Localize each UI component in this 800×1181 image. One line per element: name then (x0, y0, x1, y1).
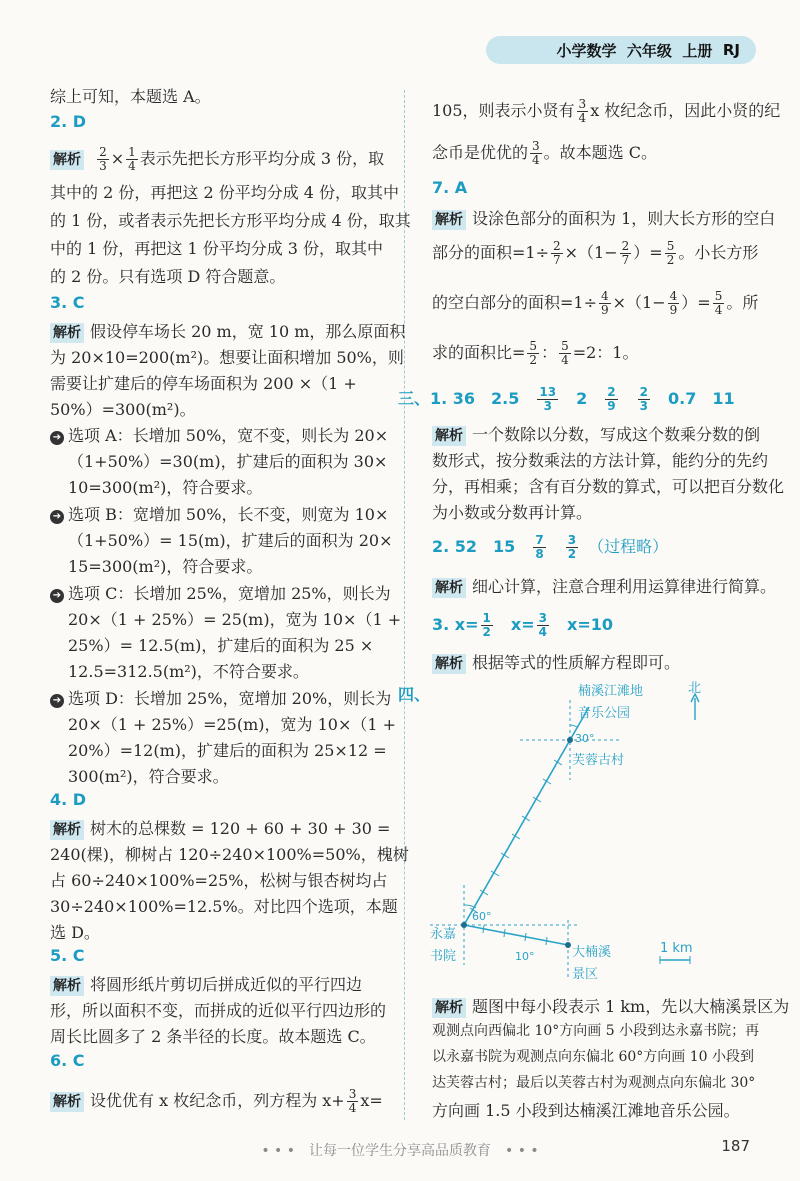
answer-3: 3. C (50, 293, 85, 312)
scenic-label-2: 景区 (572, 967, 599, 982)
text-line: 为 20×10=200(m²)。想要让面积增加 50%，则 (50, 348, 404, 367)
text-line: 50%）=300(m²)。 (50, 400, 196, 419)
explanation-7-line: 解析 设涂色部分的面积为 1，则大长方形的空白 (432, 206, 775, 230)
text-line: 求的面积比= $\frac{5}{2}$ ： $\frac{5}{4}$ =2：1。 (432, 339, 639, 367)
header-grade: 六年级 (626, 41, 672, 60)
text-line: （1+50%）= 15(m)，扩建后的面积为 20× (68, 531, 393, 550)
text-line: 12.5=312.5(m²)，不符合要求。 (68, 662, 309, 681)
text-line: 105，则表示小贤有 $\frac{3}{4}$ x 枚纪念币，因此小贤的纪 (432, 97, 781, 125)
text-line: 的空白部分的面积=1÷ $\frac{4}{9}$ ×（1− $\frac{4}{9}$ ）= $\frac{5}{4}$ 。所 (432, 289, 759, 317)
academy-label-2: 书院 (430, 949, 457, 964)
explanation-tag: 解析 (50, 150, 84, 170)
explanation-tag: 解析 (432, 998, 466, 1018)
answer-6: 6. C (50, 1051, 85, 1070)
explanation-tag: 解析 (432, 426, 466, 446)
text-line: 20×（1 + 25%）=25(m)，宽为 10×（1 + (68, 715, 397, 734)
angle-10: 10° (515, 950, 535, 963)
answer-7: 7. A (432, 178, 468, 197)
answer-section-3-2: 2. 52 15 $\frac{7}{8}$ $\frac{3}{2}$ （过程略） (432, 533, 669, 561)
fraction: $\frac{3}{4}$ (578, 97, 587, 125)
text-line: 的 2 份。只有选项 D 符合题意。 (50, 267, 286, 286)
text-line: 以永嘉书院为观测点向东偏北 60°方向画 10 小段到 (432, 1049, 754, 1065)
text-line: 分，再相乘；含有百分数的算式，可以把百分数化 (432, 477, 785, 496)
text-line: 数形式，按分数乘法的方法计算，能约分的先约 (432, 451, 769, 470)
text-line: 20%）=12(m)，扩建后的面积为 25×12 = (68, 741, 387, 760)
fraction: $\frac{3}{4}$ (532, 139, 540, 167)
arrow-icon: ➔ (50, 510, 64, 524)
village-label: 芙蓉古村 (572, 753, 625, 768)
option-d-line: ➔ 选项 D：长增加 25%，宽增加 20%，则长为 (50, 686, 391, 709)
option-c-line: ➔ 选项 C：长增加 25%，宽增加 25%，则长为 (50, 581, 391, 604)
scenic-label-1: 大楠溪 (572, 945, 612, 960)
arrow-icon: ➔ (50, 589, 64, 603)
explanation-s3-line: 解析 一个数除以分数，写成这个数乘分数的倒 (432, 422, 760, 446)
answer-section-3-3: 3. x= $\frac{1}{2}$ x= $\frac{3}{4}$ x=10 (432, 611, 613, 639)
text-line: 观测点向西偏北 10°方向画 5 小段到达永嘉书院；再 (432, 1023, 760, 1039)
header-subject: 小学数学 (556, 41, 617, 60)
footer-slogan: • • • 让每一位学生分享高品质教育 • • • (261, 1143, 539, 1159)
fraction: $\frac{3}{4}$ (348, 1087, 357, 1115)
column-divider (404, 90, 405, 1120)
angle-30: 30° (575, 732, 595, 745)
explanation-5-line: 解析 将圆形纸片剪切后拼成近似的平行四边 (50, 972, 362, 996)
explanation-2-line: 解析 $\frac{2}{3}$ × $\frac{1}{4}$ 表示先把长方形平均分成 3 份，取 (50, 146, 384, 173)
arrow-icon: ➔ (50, 431, 64, 445)
text-line: 为小数或分数再计算。 (432, 503, 593, 522)
explanation-3-line: 解析 假设停车场长 20 m，宽 10 m，那么原面积 (50, 319, 405, 343)
explanation-tag: 解析 (432, 654, 466, 674)
page-number: 187 (721, 1137, 750, 1155)
academy-label-1: 永嘉 (430, 927, 457, 942)
section-4-label: 四、 (398, 685, 431, 704)
header-volume: 上册 (682, 41, 713, 60)
text-line: 240(棵)，柳树占 120÷240×100%=50%，槐树 (50, 845, 409, 864)
text-line: 30÷240×100%=12.5%。对比四个选项，本题 (50, 897, 398, 916)
answer-5: 5. C (50, 946, 85, 965)
explanation-tag: 解析 (50, 323, 84, 343)
map-diagram (420, 680, 760, 990)
text-line: 其中的 2 份，再把这 2 份平均分成 4 份，取其中 (50, 183, 400, 202)
text-line: 综上可知，本题选 A。 (50, 87, 211, 106)
fraction: $\frac{1}{4}$ (128, 145, 136, 173)
explanation-s4-line: 解析 题图中每小段表示 1 km，先以大楠溪景区为 (432, 994, 789, 1018)
park-label-1: 楠溪江滩地 (578, 684, 644, 699)
option-a-line: ➔ 选项 A：长增加 50%，宽不变，则长为 20× (50, 423, 388, 446)
fraction: $\frac{2}{3}$ (99, 145, 107, 173)
explanation-tag: 解析 (432, 578, 466, 598)
text-line: 10=300(m²)，符合要求。 (68, 478, 263, 497)
text-line: 需要让扩建后的停车场面积为 200 ×（1 + (50, 374, 357, 393)
text-line: 15=300(m²)，符合要求。 (68, 557, 263, 576)
explanation-tag: 解析 (50, 820, 84, 840)
explanation-4-line: 解析 树木的总棵数 = 120 + 60 + 30 + 30 = (50, 816, 390, 840)
text-line: 占 60÷240×100%=25%，松树与银杏树均占 (50, 871, 388, 890)
text-line: 20×（1 + 25%）= 25(m)，宽为 10×（1 + (68, 610, 402, 629)
text-line: 形，所以面积不变，而拼成的近似平行四边形的 (50, 1001, 387, 1020)
text-line: 选 D。 (50, 923, 100, 942)
angle-60: 60° (472, 910, 492, 923)
text-line: 25%）= 12.5(m)，扩建后的面积为 25 × (68, 636, 374, 655)
route-academy-scenic (464, 925, 568, 945)
text-line: 300(m²)，符合要求。 (68, 767, 229, 786)
header-banner (486, 36, 756, 64)
scale-label: 1 km (660, 941, 693, 956)
text-line: 中的 1 份，再把这 1 份平均分成 3 份，取其中 (50, 239, 384, 258)
explanation-tag: 解析 (50, 976, 84, 996)
answer-2: 2. D (50, 112, 87, 131)
explanation-tag: 解析 (50, 1092, 84, 1112)
option-b-line: ➔ 选项 B：宽增加 50%，长不变，则宽为 10× (50, 502, 388, 525)
arrow-icon: ➔ (50, 694, 64, 708)
north-label: 北 (688, 681, 702, 696)
text-line: 念币是优优的 $\frac{3}{4}$ 。故本题选 C。 (432, 139, 657, 167)
text-line: 方向画 1.5 小段到达楠溪江滩地音乐公园。 (432, 1101, 740, 1120)
text-line: 部分的面积=1÷ $\frac{2}{7}$ ×（1− $\frac{2}{7}$ ）= $\frac{5}{2}$ 。小长方形 (432, 239, 759, 267)
explanation-tag: 解析 (432, 210, 466, 230)
explanation-6-line: 解析 设优优有 x 枚纪念币，列方程为 x+ $\frac{3}{4}$ x= (50, 1088, 383, 1115)
text-line: （1+50%）=30(m)，扩建后的面积为 30× (68, 452, 388, 471)
answer-4: 4. D (50, 790, 87, 809)
text-line: 的 1 份，或者表示先把长方形平均分成 4 份，取其 (50, 211, 411, 230)
text-line: 周长比圆多了 2 条半径的长度。故本题选 C。 (50, 1027, 376, 1046)
explanation-s3-3-line: 解析 根据等式的性质解方程即可。 (432, 650, 680, 674)
park-label-2: 音乐公园 (578, 706, 631, 721)
answer-section-3-1: 三、1. 36 2.5 $\frac{13}{3}$ 2 $\frac{2}{9}$ $\frac{2}{3}$ 0.7 11 (398, 385, 735, 413)
text-line: 达芙蓉古村；最后以芙蓉古村为观测点向东偏北 30° (432, 1075, 756, 1091)
explanation-s3-2-line: 解析 细心计算，注意合理利用运算律进行简算。 (432, 574, 776, 598)
header-edition: RJ (722, 41, 740, 59)
route-academy-village (464, 740, 570, 925)
